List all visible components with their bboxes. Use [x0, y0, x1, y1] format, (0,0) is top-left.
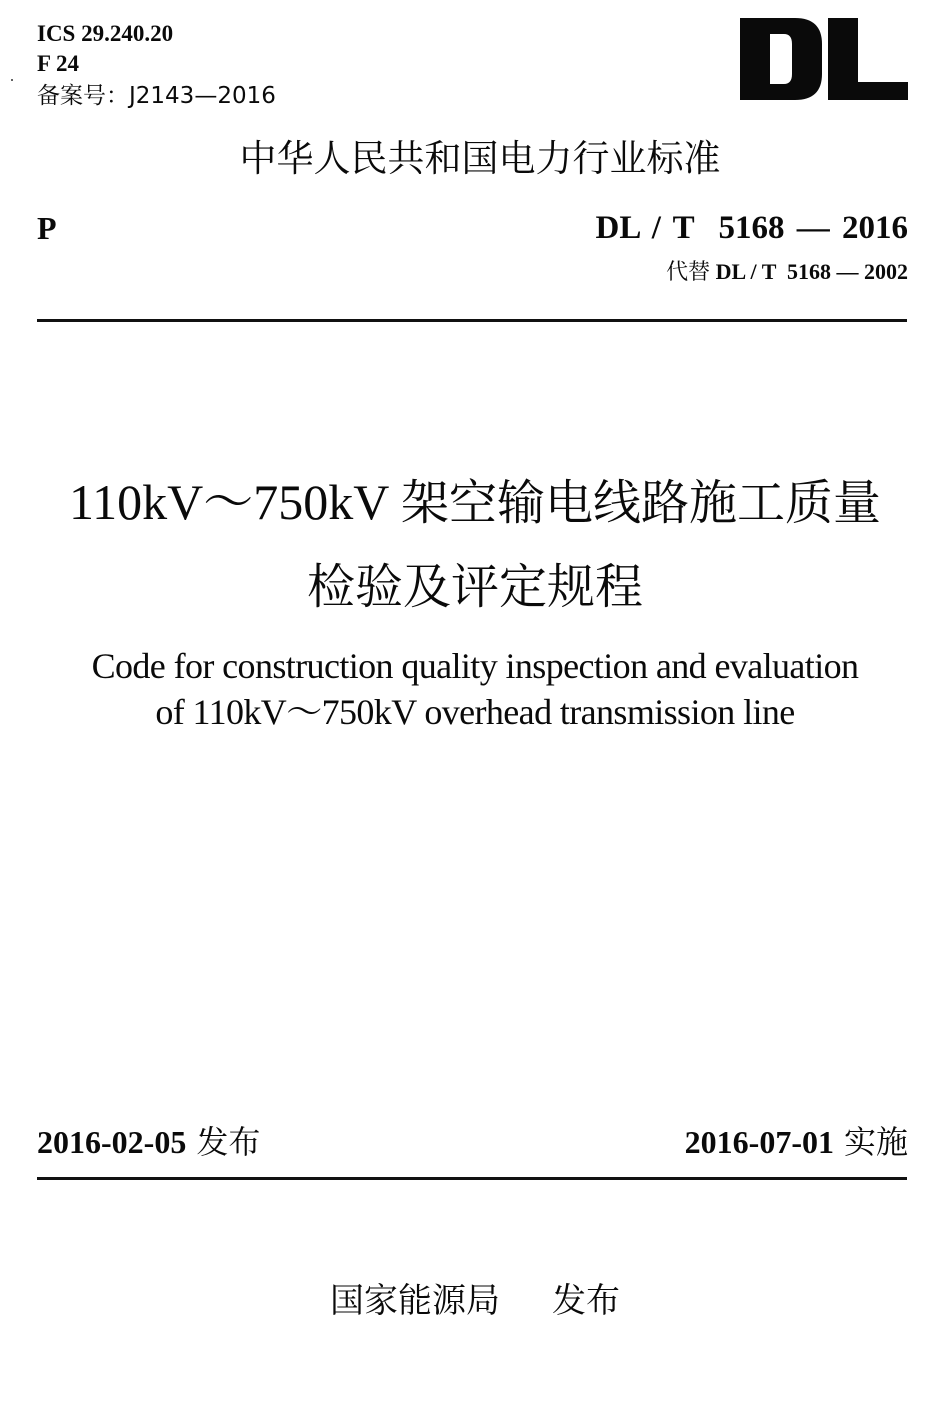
filing-number — [37, 84, 276, 108]
replaces-number: DL / T 5168 — 2002 — [715, 259, 908, 284]
bottom-divider — [37, 1177, 907, 1180]
ccs-code: F 24 — [37, 51, 79, 76]
scan-speck — [11, 79, 13, 81]
issue-date: 2016-02-05 — [37, 1124, 187, 1160]
english-title-line-1: Code for construction quality inspection and evaluation — [91, 646, 859, 686]
chinese-title-line-2 — [0, 556, 950, 617]
publisher-name: 国家能源局 — [330, 1281, 500, 1321]
replaces-line — [666, 259, 908, 286]
issue-label: 发布 — [196, 1123, 261, 1161]
industry-standard-title: 中华人民共和国电力行业标准 — [239, 137, 721, 180]
title-cn-line-2-text: 检验及评定规程 — [306, 559, 643, 615]
dl-logo-icon — [740, 18, 910, 100]
title-cn-text: 架空输电线路施工质量 — [400, 475, 881, 531]
publisher-line — [0, 1280, 950, 1322]
chinese-title-line-1 — [0, 472, 950, 533]
publisher-action: 发布 — [552, 1281, 620, 1321]
effective-date-line — [685, 1123, 908, 1161]
issue-date-line — [37, 1123, 260, 1161]
ics-code: ICS 29.240.20 — [37, 21, 174, 46]
replaces-label: 代替 — [666, 260, 711, 285]
top-divider — [37, 319, 907, 322]
effective-date: 2016-07-01 — [684, 1124, 834, 1160]
title-voltage-range: 110kV～750kV — [69, 474, 389, 530]
classification-category: P — [37, 210, 57, 246]
filing-number-text: 备案号：J2143—2016 — [37, 83, 276, 109]
english-title-line-2: of 110kV～750kV overhead transmission line — [155, 692, 795, 732]
standard-number: DL / T 5168 — 2016 — [595, 210, 908, 246]
effective-label: 实施 — [843, 1123, 908, 1161]
